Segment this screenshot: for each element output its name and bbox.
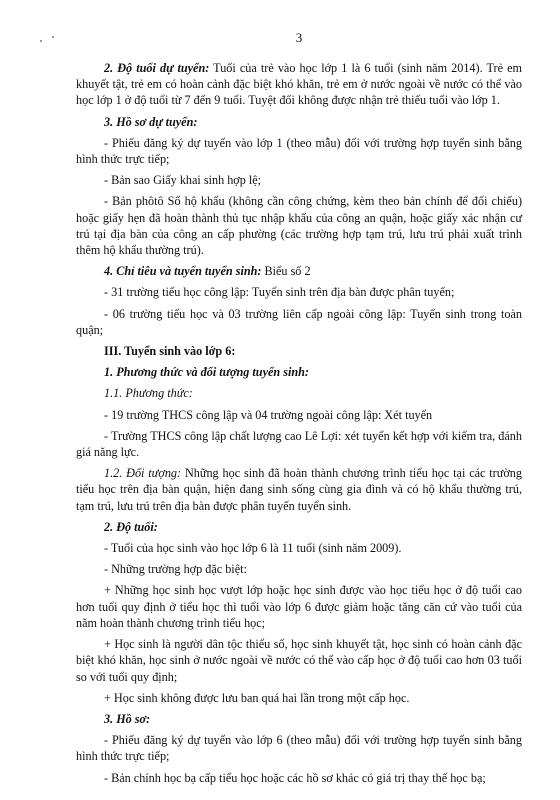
inline-label: 2. Độ tuổi dự tuyển:	[104, 61, 210, 75]
paragraph-text: - 06 trường tiểu học và 03 trường liên cấp ngoài công lập: Tuyển sinh trong toàn quận;	[76, 306, 522, 337]
subsection-heading	[76, 519, 522, 535]
body-paragraph	[76, 284, 522, 300]
body-paragraph	[76, 636, 522, 685]
paragraph-text: - Bản phôtô Sổ hộ khẩu (không cần công chứng, kèm theo bản chính để đối chiếu) hoặc giấy hẹn đã hoàn thành thủ tục nhập khẩu của công an quận, hoặc giấy xác nhận cư trú tại địa bàn của công an cấp phường (các trường hợp tạm trú, lưu trú phải xuất trình thêm hộ khẩu thường trú).	[76, 194, 522, 258]
body-paragraph	[76, 732, 522, 764]
subsection-title: 2. Độ tuổi:	[104, 519, 158, 534]
paragraph-text: - Phiếu đăng ký dự tuyển vào lớp 1 (theo mẫu) đối với trường hợp tuyển sinh bằng hình thức trực tiếp;	[76, 135, 522, 167]
body-paragraph	[76, 263, 522, 279]
body-paragraph	[76, 172, 522, 188]
paragraph-text: - Những trường hợp đặc biệt:	[104, 562, 247, 577]
paragraph-text: - Tuổi của học sinh vào học lớp 6 là 11 tuổi (sinh năm 2009).	[104, 541, 402, 556]
paragraph-text: - Trường THCS công lập chất lượng cao Lê Lợi: xét tuyển kết hợp với kiểm tra, đánh giá năng lực.	[76, 428, 522, 460]
italic-title: 1.1. Phương thức:	[104, 386, 193, 401]
paragraph-text: + Học sinh không được lưu ban quá hai lần trong một cấp học.	[104, 690, 410, 705]
paragraph-text: - 19 trường THCS công lập và 04 trường ngoài công lập: Xét tuyển	[104, 407, 433, 422]
inline-label: 4. Chỉ tiêu và tuyển tuyển sinh:	[104, 264, 262, 279]
subsection-title: 1. Phương thức và đối tượng tuyển sinh:	[104, 365, 309, 380]
subsection-heading	[76, 711, 522, 727]
page-number: 3	[295, 30, 303, 45]
section-heading	[76, 343, 522, 359]
paragraph-text: Tuổi của trẻ vào học lớp 1 là 6 tuổi (sinh năm 2014). Trẻ em khuyết tật, trẻ em có hoàn cảnh đặc biệt khó khăn, trẻ em ở nước ngoài về nước có thể vào học lớp 1 ở độ tuổi từ 7 đến 9 tuổi. Tuyệt đối không được nhận trẻ thiếu tuổi vào lớp 1.	[76, 61, 522, 108]
paragraph-text: + Những học sinh học vượt lớp hoặc học sinh được vào học tiểu học ở độ tuổi cao hơn tuổi quy định ở tiểu học thì tuổi vào lớp 6 được giảm hoặc tăng căn cứ vào tuổi của năm hoàn thành chương trình tiểu học;	[76, 583, 522, 630]
scan-speck	[52, 36, 54, 38]
body-paragraph	[76, 561, 522, 577]
subsection-title: 3. Hồ sơ dự tuyển:	[104, 114, 198, 129]
paragraph-text: Biểu số 2	[261, 264, 311, 279]
body-paragraph	[76, 770, 522, 786]
body-paragraph	[76, 407, 522, 423]
inline-label: 1.2. Đối tượng:	[104, 466, 182, 481]
body-paragraph	[76, 540, 522, 556]
body-paragraph	[76, 60, 522, 109]
body-paragraph	[76, 428, 522, 460]
paragraph-text: - Phiếu đăng ký dự tuyển vào lớp 6 (theo mẫu) đối với trường hợp tuyển sinh bằng hình thức trực tiếp;	[76, 733, 522, 764]
document-body	[76, 60, 522, 786]
paragraph-text: Những học sinh đã hoàn thành chương trình tiểu học tại các trường tiểu học trên địa bàn quận, hiện đang sinh sống cùng gia đình và có hộ khẩu thường trú, tạm trú, lưu trú trên địa bàn được phân tuyến tuyển sinh.	[76, 466, 522, 513]
body-paragraph	[76, 465, 522, 514]
subsection-heading	[76, 114, 522, 130]
subsection-heading	[76, 364, 522, 380]
body-paragraph	[76, 690, 522, 706]
paragraph-text: - Bản chính học bạ cấp tiểu học hoặc các hồ sơ khác có giá trị thay thế học bạ;	[104, 770, 486, 785]
body-paragraph	[76, 193, 522, 258]
subsection-title: 3. Hồ sơ:	[104, 711, 151, 726]
body-paragraph	[76, 135, 522, 167]
paragraph-text: - Bản sao Giấy khai sinh hợp lệ;	[104, 173, 262, 188]
body-paragraph	[76, 306, 522, 338]
scan-speck	[40, 40, 42, 42]
paragraph-text: - 31 trường tiểu học công lập: Tuyển sinh trên địa bàn được phân tuyến;	[104, 285, 455, 300]
italic-heading	[76, 385, 522, 401]
paragraph-text: + Học sinh là người dân tộc thiểu số, học sinh khuyết tật, học sinh có hoàn cảnh đặc biệt khó khăn, học sinh ở nước ngoài về nước có thể vào cấp học ở độ tuổi cao hơn 03 tuổi so với tuổi quy định;	[76, 637, 522, 684]
body-paragraph	[76, 582, 522, 631]
section-title: III. Tuyển sinh vào lớp 6:	[104, 344, 236, 359]
